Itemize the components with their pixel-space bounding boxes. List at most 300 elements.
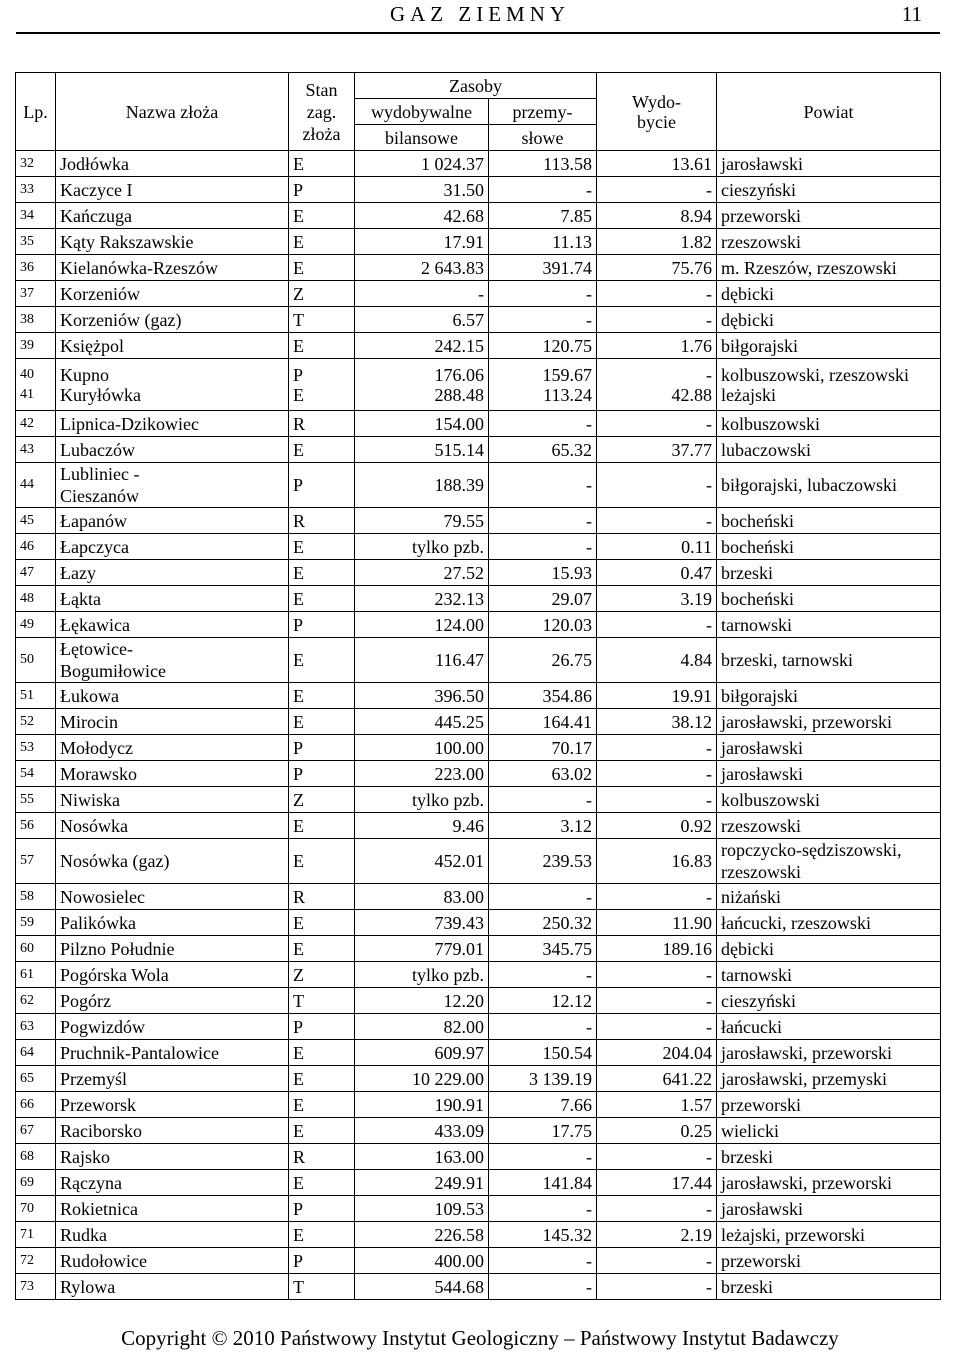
row-production: 3.19 — [597, 586, 717, 612]
row-district: cieszyński — [717, 988, 941, 1014]
row-name: Kupno Kuryłówka — [56, 359, 289, 411]
row-district: biłgorajski, lubaczowski — [717, 463, 941, 508]
header-extractable-1: wydobywalne — [355, 99, 489, 125]
row-industrial: 391.74 — [489, 255, 597, 281]
row-state: P — [289, 612, 355, 638]
row-state: E — [289, 638, 355, 683]
row-production: 16.83 — [597, 839, 717, 884]
row-name: Łukowa — [56, 683, 289, 709]
row-name: Lubaczów — [56, 437, 289, 463]
page-number: 11 — [901, 2, 922, 26]
row-name: Łętowice- Bogumiłowice — [56, 638, 289, 683]
table-row — [16, 910, 941, 936]
row-state: E — [289, 1066, 355, 1092]
table-row — [16, 1144, 941, 1170]
row-state: E — [289, 333, 355, 359]
row-extractable: - — [355, 281, 489, 307]
row-name: Nosówka (gaz) — [56, 839, 289, 884]
table-row — [16, 1196, 941, 1222]
row-extractable: 17.91 — [355, 229, 489, 255]
row-state: E — [289, 1170, 355, 1196]
table-row — [16, 203, 941, 229]
row-industrial: 15.93 — [489, 560, 597, 586]
row-production: 189.16 — [597, 936, 717, 962]
row-district: brzeski — [717, 1144, 941, 1170]
row-lp: 55 — [16, 787, 56, 813]
row-extractable: 1 024.37 — [355, 151, 489, 177]
row-name: Jodłówka — [56, 151, 289, 177]
table-row — [16, 709, 941, 735]
row-state: E — [289, 910, 355, 936]
row-industrial: - — [489, 1196, 597, 1222]
row-industrial: 354.86 — [489, 683, 597, 709]
row-state: E — [289, 813, 355, 839]
row-production: - — [597, 761, 717, 787]
table-row — [16, 508, 941, 534]
row-district: przeworski — [717, 203, 941, 229]
row-lp: 58 — [16, 884, 56, 910]
row-industrial: 65.32 — [489, 437, 597, 463]
table-row — [16, 1014, 941, 1040]
table-row — [16, 884, 941, 910]
header-extractable-2: bilansowe — [355, 125, 489, 151]
row-extractable: tylko pzb. — [355, 534, 489, 560]
row-industrial: 113.58 — [489, 151, 597, 177]
row-production: 8.94 — [597, 203, 717, 229]
table-row — [16, 1092, 941, 1118]
table-row — [16, 307, 941, 333]
row-name: Kaczyce I — [56, 177, 289, 203]
row-production: - — [597, 411, 717, 437]
row-state: E — [289, 586, 355, 612]
row-name: Przemyśl — [56, 1066, 289, 1092]
row-lp: 50 — [16, 638, 56, 683]
row-industrial: 239.53 — [489, 839, 597, 884]
row-district: jarosławski — [717, 1196, 941, 1222]
row-lp: 61 — [16, 962, 56, 988]
row-state: P — [289, 1014, 355, 1040]
table-row — [16, 411, 941, 437]
row-lp: 46 — [16, 534, 56, 560]
row-district: biłgorajski — [717, 683, 941, 709]
row-lp: 65 — [16, 1066, 56, 1092]
row-production: - — [597, 1144, 717, 1170]
table-row — [16, 735, 941, 761]
row-district: dębicki — [717, 281, 941, 307]
row-lp: 44 — [16, 463, 56, 508]
row-district: jarosławski, przeworski — [717, 1040, 941, 1066]
row-lp: 53 — [16, 735, 56, 761]
row-district: biłgorajski — [717, 333, 941, 359]
row-name: Niwiska — [56, 787, 289, 813]
row-state: E — [289, 1118, 355, 1144]
row-extractable: 515.14 — [355, 437, 489, 463]
row-extractable: 163.00 — [355, 1144, 489, 1170]
row-production: - — [597, 307, 717, 333]
header-name: Nazwa złoża — [56, 73, 289, 151]
table-row — [16, 1066, 941, 1092]
row-name: Rylowa — [56, 1274, 289, 1300]
row-extractable: 433.09 — [355, 1118, 489, 1144]
row-industrial: 250.32 — [489, 910, 597, 936]
row-lp: 35 — [16, 229, 56, 255]
row-lp: 39 — [16, 333, 56, 359]
row-industrial: - — [489, 534, 597, 560]
row-lp: 42 — [16, 411, 56, 437]
row-name: Pogwizdów — [56, 1014, 289, 1040]
table-row — [16, 988, 941, 1014]
row-name: Nowosielec — [56, 884, 289, 910]
row-industrial: - — [489, 787, 597, 813]
row-industrial: 63.02 — [489, 761, 597, 787]
row-name: Mirocin — [56, 709, 289, 735]
row-extractable: 42.68 — [355, 203, 489, 229]
row-lp: 70 — [16, 1196, 56, 1222]
row-extractable: 6.57 — [355, 307, 489, 333]
row-production: 4.84 — [597, 638, 717, 683]
gas-deposits-table — [15, 72, 941, 1300]
row-lp: 63 — [16, 1014, 56, 1040]
row-industrial: 11.13 — [489, 229, 597, 255]
row-production: - — [597, 1014, 717, 1040]
row-name: Korzeniów — [56, 281, 289, 307]
table-row — [16, 683, 941, 709]
row-industrial: - — [489, 884, 597, 910]
row-production: - — [597, 962, 717, 988]
row-extractable: 190.91 — [355, 1092, 489, 1118]
row-state: E — [289, 560, 355, 586]
row-lp: 57 — [16, 839, 56, 884]
row-extractable: 226.58 — [355, 1222, 489, 1248]
header-state: Stan zag. złoża — [289, 73, 355, 151]
row-name: Księżpol — [56, 333, 289, 359]
row-name: Raciborsko — [56, 1118, 289, 1144]
table-row — [16, 1248, 941, 1274]
row-production: - — [597, 177, 717, 203]
row-extractable: 232.13 — [355, 586, 489, 612]
row-district: przeworski — [717, 1248, 941, 1274]
row-name: Kielanówka-Rzeszów — [56, 255, 289, 281]
row-state: E — [289, 1092, 355, 1118]
row-extractable: 27.52 — [355, 560, 489, 586]
row-lp: 45 — [16, 508, 56, 534]
row-extractable: 176.06 288.48 — [355, 359, 489, 411]
table-row — [16, 761, 941, 787]
row-industrial: 3.12 — [489, 813, 597, 839]
row-name: Palikówka — [56, 910, 289, 936]
row-name: Łapczyca — [56, 534, 289, 560]
row-state: P — [289, 463, 355, 508]
row-extractable: 100.00 — [355, 735, 489, 761]
row-industrial: - — [489, 508, 597, 534]
row-extractable: 10 229.00 — [355, 1066, 489, 1092]
table-row — [16, 787, 941, 813]
row-state: E — [289, 1222, 355, 1248]
row-lp: 40 41 — [16, 359, 56, 411]
table-row — [16, 1222, 941, 1248]
row-district: tarnowski — [717, 612, 941, 638]
table-row — [16, 437, 941, 463]
row-state: P — [289, 735, 355, 761]
row-extractable: 109.53 — [355, 1196, 489, 1222]
row-industrial: - — [489, 411, 597, 437]
row-extractable: 83.00 — [355, 884, 489, 910]
row-lp: 47 — [16, 560, 56, 586]
row-district: bocheński — [717, 586, 941, 612]
row-industrial: - — [489, 1144, 597, 1170]
row-state: E — [289, 534, 355, 560]
row-production: - — [597, 1274, 717, 1300]
row-extractable: 223.00 — [355, 761, 489, 787]
row-district: tarnowski — [717, 962, 941, 988]
row-state: E — [289, 151, 355, 177]
row-production: - — [597, 281, 717, 307]
row-industrial: - — [489, 962, 597, 988]
row-name: Łazy — [56, 560, 289, 586]
row-state: Z — [289, 787, 355, 813]
row-district: przeworski — [717, 1092, 941, 1118]
row-industrial: 12.12 — [489, 988, 597, 1014]
row-name: Rokietnica — [56, 1196, 289, 1222]
row-industrial: 26.75 — [489, 638, 597, 683]
row-industrial: 120.03 — [489, 612, 597, 638]
row-district: kolbuszowski, rzeszowski leżajski — [717, 359, 941, 411]
row-production: - — [597, 508, 717, 534]
row-district: dębicki — [717, 307, 941, 333]
row-lp: 52 — [16, 709, 56, 735]
row-state: E — [289, 1040, 355, 1066]
table-row — [16, 463, 941, 508]
row-extractable: 249.91 — [355, 1170, 489, 1196]
table-row — [16, 813, 941, 839]
table-row — [16, 333, 941, 359]
row-production: 75.76 — [597, 255, 717, 281]
table-row — [16, 1274, 941, 1300]
row-lp: 34 — [16, 203, 56, 229]
header-industrial-2: słowe — [489, 125, 597, 151]
table-body — [16, 151, 941, 1300]
row-industrial: - — [489, 1274, 597, 1300]
row-state: E — [289, 437, 355, 463]
row-name: Korzeniów (gaz) — [56, 307, 289, 333]
table-row — [16, 1040, 941, 1066]
row-name: Rączyna — [56, 1170, 289, 1196]
row-industrial: 120.75 — [489, 333, 597, 359]
header-production: Wydo- bycie — [597, 73, 717, 151]
row-district: dębicki — [717, 936, 941, 962]
row-state: R — [289, 1144, 355, 1170]
row-name: Kąty Rakszawskie — [56, 229, 289, 255]
row-extractable: 116.47 — [355, 638, 489, 683]
row-name: Pogórz — [56, 988, 289, 1014]
table-row — [16, 359, 941, 411]
row-extractable: 154.00 — [355, 411, 489, 437]
row-district: łańcucki — [717, 1014, 941, 1040]
row-lp: 49 — [16, 612, 56, 638]
row-industrial: 345.75 — [489, 936, 597, 962]
row-district: jarosławski — [717, 761, 941, 787]
row-state: T — [289, 988, 355, 1014]
footer-copyright: Copyright © 2010 Państwowy Instytut Geologiczny – Państwowy Instytut Badawczy — [121, 1326, 839, 1350]
row-production: 38.12 — [597, 709, 717, 735]
row-extractable: tylko pzb. — [355, 962, 489, 988]
row-state: Z — [289, 962, 355, 988]
row-industrial: 150.54 — [489, 1040, 597, 1066]
row-lp: 56 — [16, 813, 56, 839]
row-state: P — [289, 1248, 355, 1274]
row-name: Nosówka — [56, 813, 289, 839]
row-name: Rudka — [56, 1222, 289, 1248]
row-extractable: 739.43 — [355, 910, 489, 936]
row-extractable: tylko pzb. — [355, 787, 489, 813]
row-district: cieszyński — [717, 177, 941, 203]
row-district: leżajski, przeworski — [717, 1222, 941, 1248]
row-name: Kańczuga — [56, 203, 289, 229]
row-lp: 64 — [16, 1040, 56, 1066]
row-extractable: 31.50 — [355, 177, 489, 203]
row-lp: 37 — [16, 281, 56, 307]
row-extractable: 124.00 — [355, 612, 489, 638]
row-state: E — [289, 683, 355, 709]
row-lp: 32 — [16, 151, 56, 177]
row-state: R — [289, 411, 355, 437]
row-state: E — [289, 229, 355, 255]
row-state: R — [289, 508, 355, 534]
row-district: jarosławski — [717, 151, 941, 177]
row-extractable: 82.00 — [355, 1014, 489, 1040]
row-industrial: 159.67 113.24 — [489, 359, 597, 411]
row-state: P — [289, 1196, 355, 1222]
row-state: R — [289, 884, 355, 910]
row-industrial: 164.41 — [489, 709, 597, 735]
row-district: rzeszowski — [717, 813, 941, 839]
row-name: Przeworsk — [56, 1092, 289, 1118]
table-header — [16, 73, 941, 151]
row-name: Lipnica-Dzikowiec — [56, 411, 289, 437]
row-production: 2.19 — [597, 1222, 717, 1248]
row-industrial: - — [489, 463, 597, 508]
table-row — [16, 151, 941, 177]
row-district: lubaczowski — [717, 437, 941, 463]
row-production: 0.47 — [597, 560, 717, 586]
row-industrial: 7.66 — [489, 1092, 597, 1118]
row-district: jarosławski, przeworski — [717, 1170, 941, 1196]
row-lp: 54 — [16, 761, 56, 787]
section-title: GAZ ZIEMNY — [389, 2, 571, 26]
row-production: - 42.88 — [597, 359, 717, 411]
row-district: bocheński — [717, 534, 941, 560]
row-production: 204.04 — [597, 1040, 717, 1066]
row-extractable: 779.01 — [355, 936, 489, 962]
row-lp: 36 — [16, 255, 56, 281]
row-state: T — [289, 1274, 355, 1300]
row-production: - — [597, 612, 717, 638]
row-state: E — [289, 255, 355, 281]
row-production: 0.92 — [597, 813, 717, 839]
row-lp: 66 — [16, 1092, 56, 1118]
row-lp: 38 — [16, 307, 56, 333]
row-name: Mołodycz — [56, 735, 289, 761]
row-district: jarosławski, przemyski — [717, 1066, 941, 1092]
row-production: - — [597, 1248, 717, 1274]
row-state: E — [289, 936, 355, 962]
row-production: 1.82 — [597, 229, 717, 255]
table-row — [16, 1118, 941, 1144]
row-name: Rajsko — [56, 1144, 289, 1170]
row-extractable: 609.97 — [355, 1040, 489, 1066]
row-lp: 62 — [16, 988, 56, 1014]
row-industrial: - — [489, 1014, 597, 1040]
row-production: 0.25 — [597, 1118, 717, 1144]
row-district: m. Rzeszów, rzeszowski — [717, 255, 941, 281]
row-lp: 48 — [16, 586, 56, 612]
row-extractable: 242.15 — [355, 333, 489, 359]
row-extractable: 12.20 — [355, 988, 489, 1014]
row-state: T — [289, 307, 355, 333]
table-row — [16, 962, 941, 988]
row-industrial: 141.84 — [489, 1170, 597, 1196]
row-production: - — [597, 787, 717, 813]
row-industrial: 17.75 — [489, 1118, 597, 1144]
row-lp: 69 — [16, 1170, 56, 1196]
row-state: P — [289, 177, 355, 203]
row-industrial: 70.17 — [489, 735, 597, 761]
row-production: 19.91 — [597, 683, 717, 709]
table-row — [16, 839, 941, 884]
row-state: P E — [289, 359, 355, 411]
row-extractable: 188.39 — [355, 463, 489, 508]
row-production: 641.22 — [597, 1066, 717, 1092]
row-district: brzeski — [717, 1274, 941, 1300]
row-production: 17.44 — [597, 1170, 717, 1196]
row-production: - — [597, 988, 717, 1014]
row-industrial: - — [489, 281, 597, 307]
row-industrial: - — [489, 177, 597, 203]
row-production: - — [597, 463, 717, 508]
row-lp: 71 — [16, 1222, 56, 1248]
table-row — [16, 255, 941, 281]
table-row — [16, 229, 941, 255]
table-row — [16, 281, 941, 307]
table-row — [16, 560, 941, 586]
row-production: - — [597, 1196, 717, 1222]
row-lp: 67 — [16, 1118, 56, 1144]
row-district: brzeski — [717, 560, 941, 586]
row-district: niżański — [717, 884, 941, 910]
header-lp: Lp. — [16, 73, 56, 151]
header-industrial-1: przemy- — [489, 99, 597, 125]
row-name: Pogórska Wola — [56, 962, 289, 988]
row-name: Łękawica — [56, 612, 289, 638]
table-row — [16, 638, 941, 683]
row-production: 1.76 — [597, 333, 717, 359]
row-lp: 51 — [16, 683, 56, 709]
row-state: E — [289, 709, 355, 735]
row-extractable: 400.00 — [355, 1248, 489, 1274]
row-district: brzeski, tarnowski — [717, 638, 941, 683]
row-extractable: 445.25 — [355, 709, 489, 735]
row-district: łańcucki, rzeszowski — [717, 910, 941, 936]
row-lp: 72 — [16, 1248, 56, 1274]
row-production: - — [597, 884, 717, 910]
row-district: wielicki — [717, 1118, 941, 1144]
row-district: bocheński — [717, 508, 941, 534]
row-production: 11.90 — [597, 910, 717, 936]
row-name: Łąkta — [56, 586, 289, 612]
row-name: Pruchnik-Pantalowice — [56, 1040, 289, 1066]
row-industrial: - — [489, 307, 597, 333]
row-lp: 33 — [16, 177, 56, 203]
